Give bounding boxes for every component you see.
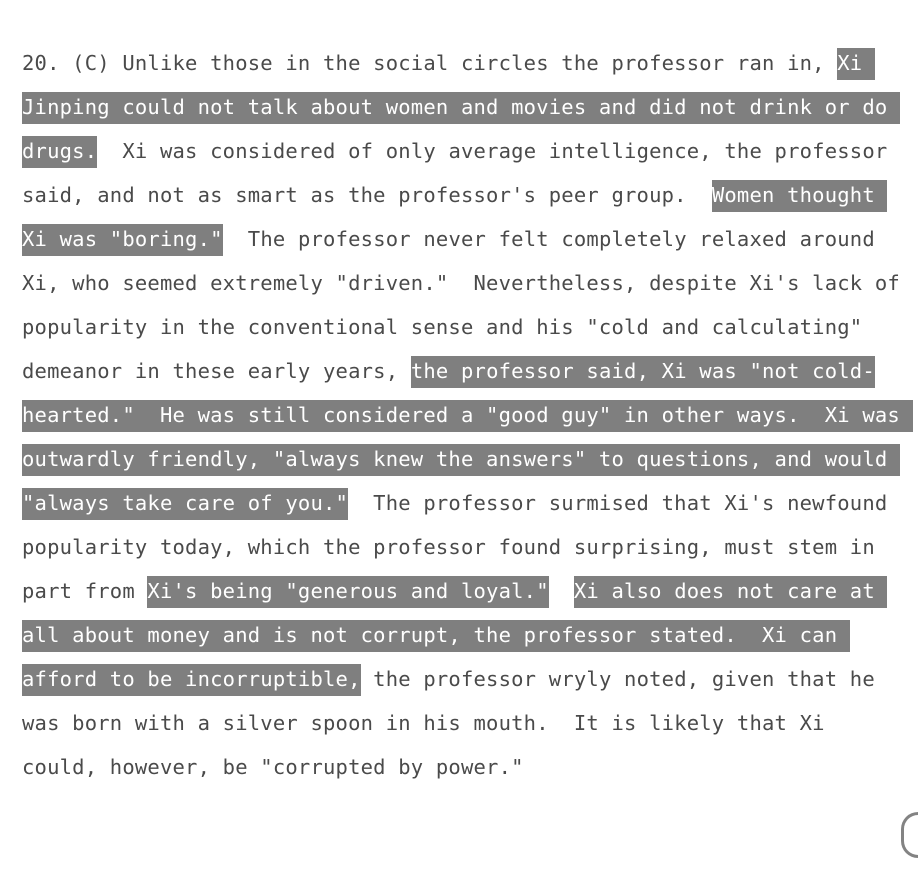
redaction-highlight: Xi Jinping could not talk about women and movies and did not drink or do drugs. — [22, 48, 900, 168]
redaction-highlight: the professor said, Xi was "not cold-hearted." He was still considered a "good guy" in other ways. Xi was outwardly friendly, "always knew the answers" to questions, and would "always take care of you." — [22, 356, 913, 520]
redaction-highlight: Xi's being "generous and loyal." — [147, 576, 548, 608]
redaction-highlight: Xi also does not care at all about money and is not corrupt, the professor stated. Xi can afford to be incorruptible, — [22, 576, 887, 696]
body-text-run: the professor wryly noted, given that he was born with a silver spoon in his mouth. It is likely that Xi could, however, be "corrupted by power." — [22, 666, 888, 779]
body-text-run — [549, 579, 574, 603]
document-paragraph — [22, 41, 913, 789]
body-text-run: The professor never felt completely relaxed around Xi, who seemed extremely "driven." Nevertheless, despite Xi's lack of popularity in the conventional sense and his "cold and calculating" demeanor in these early years, — [22, 226, 913, 383]
body-text-run: 20. (C) Unlike those in the social circles the professor ran in, — [22, 50, 838, 75]
body-text-run: Xi was considered of only average intelligence, the professor said, and not as smart as the professor's peer group. — [22, 138, 900, 207]
redaction-highlight: Women thought Xi was "boring." — [22, 180, 887, 256]
body-text-run: The professor surmised that Xi's newfound popularity today, which the professor found surprising, must stem in part from — [22, 490, 900, 603]
page-edge-marker-icon — [901, 812, 918, 858]
